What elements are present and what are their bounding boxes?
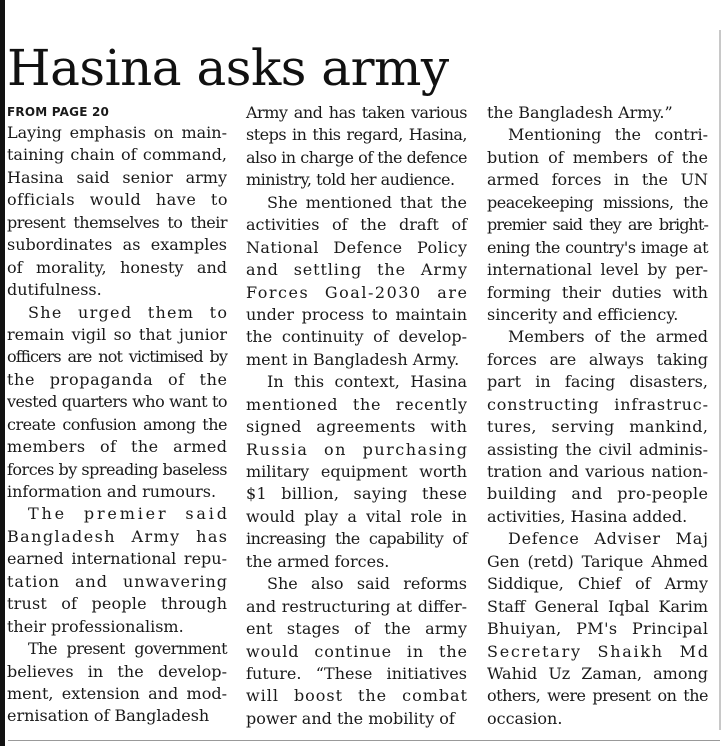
- article-line: forces by spreading baseless: [7, 459, 227, 479]
- article-line: $1 billion, saying these: [246, 484, 468, 504]
- article-line: create confusion among the: [7, 414, 227, 434]
- article-line: Bhuiyan, PM's Principal: [487, 619, 709, 639]
- right-column-rule: [719, 30, 721, 730]
- article-line: tration and various nation-: [487, 462, 708, 481]
- article-line: Mentioning the contri-: [508, 125, 708, 145]
- article-line: sincerity and efficiency.: [487, 304, 679, 324]
- article-line: The present government: [28, 639, 227, 659]
- article-line: She mentioned that the: [267, 192, 467, 212]
- article-line: power and the mobility of: [246, 708, 455, 728]
- article-line: assisting the civil adminis-: [487, 439, 708, 459]
- article-line: officers are not victimised by: [7, 347, 227, 367]
- article-line: Russia on purchasing: [246, 439, 469, 459]
- article-line: ent stages of the army: [246, 619, 468, 639]
- article-line: part in facing disasters,: [487, 372, 709, 392]
- article-line: ministry, told her audience.: [246, 170, 455, 190]
- article-column-3: [487, 102, 708, 730]
- article-line: information and rumours.: [7, 482, 217, 501]
- article-line: international level by per-: [487, 260, 708, 280]
- left-column-rule: [0, 0, 5, 746]
- article-line: bution of members of the: [487, 147, 708, 167]
- article-line: members of the armed: [7, 437, 228, 457]
- article-line: Army and has taken various: [246, 103, 467, 122]
- article-line: Hasina said senior army: [7, 167, 227, 187]
- from-page-label: FROM PAGE 20: [7, 105, 110, 119]
- article-line: the Bangladesh Army.”: [487, 103, 673, 122]
- article-line: remain vigil so that junior: [7, 324, 227, 344]
- article-column-1: [7, 102, 230, 728]
- article-column-2: [246, 102, 467, 730]
- article-line: ernisation of Bangladesh: [7, 706, 210, 726]
- article-line: and settling the Army: [246, 260, 468, 280]
- article-line: the propaganda of the: [7, 369, 228, 389]
- article-line: will boost the combat: [246, 686, 468, 706]
- article-line: under process to maintain: [246, 304, 467, 324]
- article-line: building and pro-people: [487, 484, 709, 504]
- article-line: vested quarters who want to: [7, 392, 227, 412]
- article-line: earned international repu-: [7, 549, 227, 569]
- article-line: ment, extension and mod-: [7, 683, 227, 703]
- article-line: of morality, honesty and: [7, 257, 227, 277]
- article-line: She also said reforms: [267, 574, 467, 594]
- article-line: armed forces in the UN: [487, 170, 708, 190]
- article-line: Bangladesh Army has: [7, 526, 229, 546]
- article-line: She urged them to: [28, 302, 229, 322]
- article-line: The premier said: [28, 504, 230, 524]
- article-line: taining chain of command,: [7, 145, 227, 165]
- article-line: Forces Goal-2030 are: [246, 282, 469, 302]
- bottom-rule: [8, 740, 720, 741]
- article-line: dutifulness.: [7, 280, 102, 300]
- article-line: trust of people through: [7, 594, 228, 614]
- article-line: tation and unwavering: [7, 571, 228, 591]
- article-line: constructing infrastruc-: [487, 394, 709, 414]
- article-line: Wahid Uz Zaman, among: [487, 663, 708, 683]
- article-line: others, were present on the: [487, 686, 708, 706]
- article-line: Gen (retd) Tarique Ahmed: [487, 551, 708, 571]
- article-line: occasion.: [487, 708, 563, 728]
- article-line: the continuity of develop-: [246, 327, 467, 347]
- article-line: National Defence Policy: [246, 237, 468, 257]
- article-line: the armed forces.: [246, 551, 390, 571]
- article-line: increasing the capability of: [246, 529, 467, 549]
- article-line: future. “These initiatives: [246, 663, 468, 683]
- article-line: and restructuring at differ-: [246, 596, 467, 616]
- article-line: present themselves to their: [7, 212, 227, 232]
- article-line: believes in the develop-: [7, 661, 228, 681]
- article-line: subordinates as examples: [7, 235, 227, 255]
- article-line: would play a vital role in: [246, 506, 467, 526]
- article-line: Laying emphasis on main-: [7, 123, 227, 142]
- article-line: Siddique, Chief of Army: [487, 574, 708, 594]
- article-line: their professionalism.: [7, 616, 184, 636]
- article-line: premier said they are bright-: [487, 215, 708, 235]
- article-line: officials would have to: [7, 190, 228, 210]
- article-line: would continue in the: [246, 641, 468, 661]
- article-line: also in charge of the defence: [246, 147, 467, 167]
- article-line: military equipment worth: [246, 462, 467, 481]
- headline: Hasina asks army: [7, 39, 449, 97]
- article-line: Defence Adviser Maj: [508, 529, 709, 549]
- article-line: activities, Hasina added.: [487, 506, 688, 526]
- article-line: Members of the armed: [508, 327, 708, 347]
- article-line: activities of the draft of: [246, 215, 467, 235]
- article-line: tures, serving mankind,: [487, 417, 709, 437]
- article-line: mentioned the recently: [246, 394, 468, 414]
- article-line: Secretary Shaikh Md: [487, 641, 710, 661]
- article-line: steps in this regard, Hasina,: [246, 125, 467, 145]
- article-line: ening the country's image at: [487, 237, 708, 257]
- article-line: peacekeeping missions, the: [487, 192, 708, 212]
- article-line: In this context, Hasina: [267, 372, 467, 392]
- article-line: Staff General Iqbal Karim: [487, 596, 708, 616]
- article-line: ment in Bangladesh Army.: [246, 349, 460, 369]
- article-line: forming their duties with: [487, 282, 708, 302]
- article-line: signed agreements with: [246, 417, 468, 437]
- article-line: forces are always taking: [487, 349, 708, 369]
